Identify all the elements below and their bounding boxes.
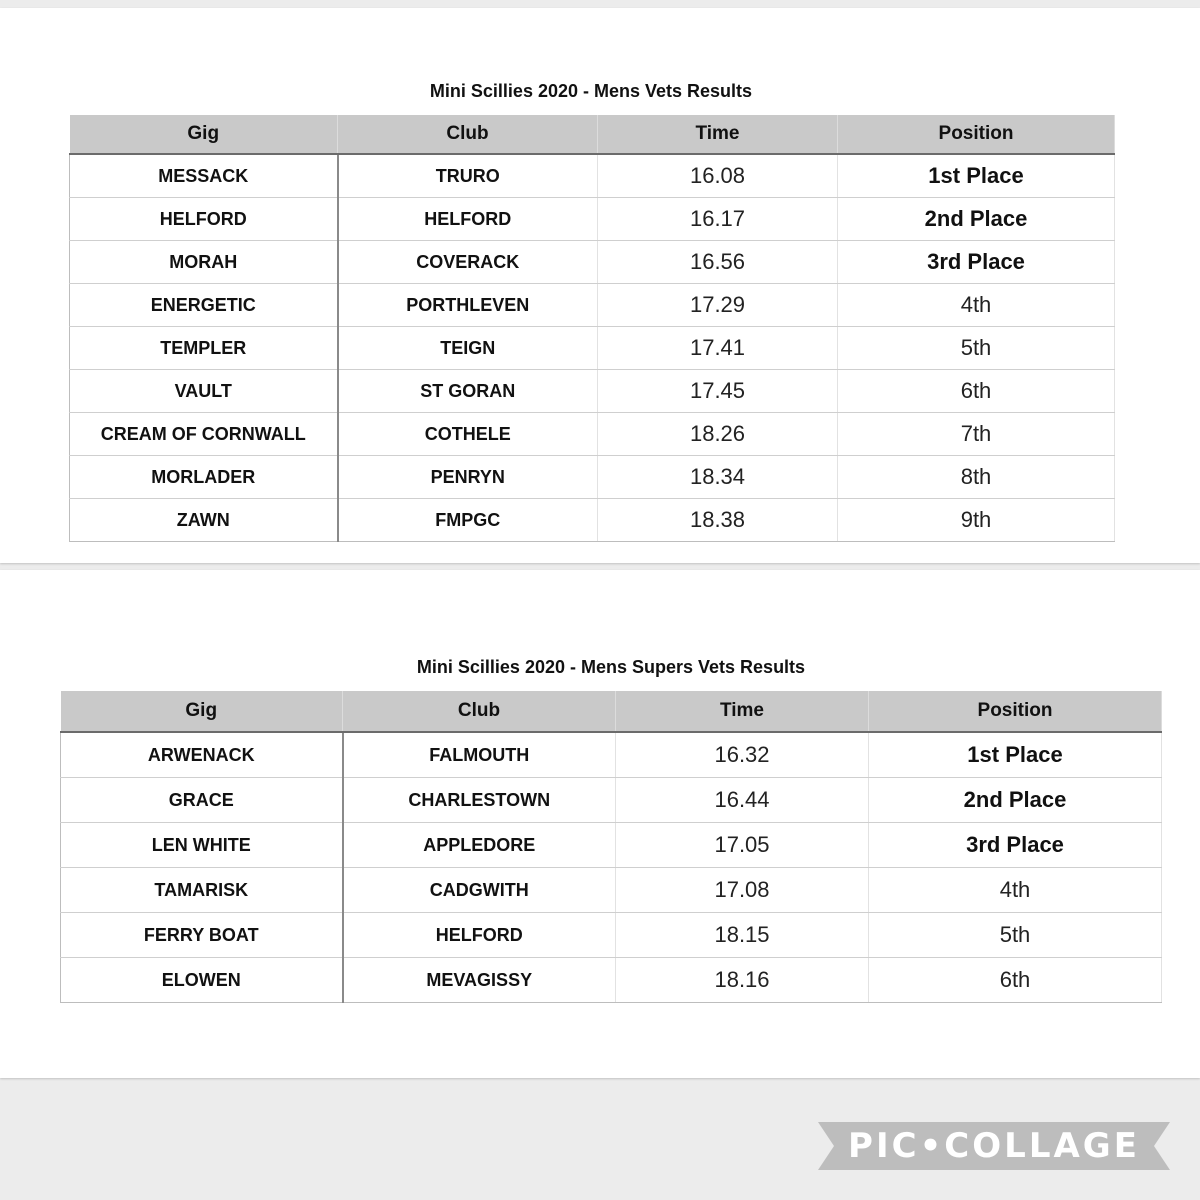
results-card-mens-supers-vets	[0, 570, 1200, 1078]
position-cell: 3rd Place	[838, 241, 1115, 284]
gig-cell: ZAWN	[70, 499, 338, 542]
table-row	[61, 823, 1162, 868]
time-cell: 18.34	[598, 456, 838, 499]
table-row	[70, 499, 1115, 542]
table-row	[61, 913, 1162, 958]
time-cell: 18.26	[598, 413, 838, 456]
club-cell: TRURO	[338, 154, 598, 198]
position-cell: 6th	[838, 370, 1115, 413]
gig-cell: CREAM OF CORNWALL	[70, 413, 338, 456]
position-cell: 1st Place	[838, 154, 1115, 198]
table-row	[70, 154, 1115, 198]
club-cell: ST GORAN	[338, 370, 598, 413]
gig-cell: MORAH	[70, 241, 338, 284]
watermark-text: PIC•COLLAGE	[848, 1126, 1140, 1166]
time-cell: 16.08	[598, 154, 838, 198]
club-cell: APPLEDORE	[343, 823, 616, 868]
table-row	[70, 327, 1115, 370]
results-card-mens-vets	[0, 8, 1200, 563]
time-cell: 18.16	[616, 958, 869, 1003]
results-table-mens-vets	[69, 115, 1115, 542]
gig-cell: LEN WHITE	[61, 823, 343, 868]
gig-cell: ELOWEN	[61, 958, 343, 1003]
table-row	[70, 413, 1115, 456]
gig-cell: MESSACK	[70, 154, 338, 198]
position-cell: 1st Place	[869, 732, 1162, 778]
time-cell: 18.38	[598, 499, 838, 542]
club-cell: MEVAGISSY	[343, 958, 616, 1003]
header-row	[70, 115, 1115, 154]
club-cell: CHARLESTOWN	[343, 778, 616, 823]
time-cell: 17.45	[598, 370, 838, 413]
time-cell: 18.15	[616, 913, 869, 958]
table-row	[61, 778, 1162, 823]
column-header-time: Time	[598, 115, 838, 154]
time-cell: 16.32	[616, 732, 869, 778]
position-cell: 2nd Place	[838, 198, 1115, 241]
club-cell: COTHELE	[338, 413, 598, 456]
position-cell: 5th	[838, 327, 1115, 370]
gig-cell: ENERGETIC	[70, 284, 338, 327]
column-header-time: Time	[616, 691, 869, 732]
table-title: Mini Scillies 2020 - Mens Vets Results	[429, 81, 753, 101]
position-cell: 6th	[869, 958, 1162, 1003]
club-cell: TEIGN	[338, 327, 598, 370]
gig-cell: ARWENACK	[61, 732, 343, 778]
time-cell: 17.29	[598, 284, 838, 327]
table-row	[70, 198, 1115, 241]
position-cell: 4th	[838, 284, 1115, 327]
table-row	[70, 284, 1115, 327]
gig-cell: TAMARISK	[61, 868, 343, 913]
column-header-gig: Gig	[70, 115, 338, 154]
column-header-club: Club	[338, 115, 598, 154]
position-cell: 7th	[838, 413, 1115, 456]
column-header-gig: Gig	[61, 691, 343, 732]
column-header-position: Position	[869, 691, 1162, 732]
club-cell: COVERACK	[338, 241, 598, 284]
time-cell: 16.56	[598, 241, 838, 284]
header-row	[61, 691, 1162, 732]
time-cell: 17.41	[598, 327, 838, 370]
gig-cell: FERRY BOAT	[61, 913, 343, 958]
club-cell: FALMOUTH	[343, 732, 616, 778]
position-cell: 8th	[838, 456, 1115, 499]
club-cell: CADGWITH	[343, 868, 616, 913]
time-cell: 16.44	[616, 778, 869, 823]
table-row	[61, 868, 1162, 913]
position-cell: 4th	[869, 868, 1162, 913]
club-cell: PORTHLEVEN	[338, 284, 598, 327]
time-cell: 17.08	[616, 868, 869, 913]
club-cell: HELFORD	[338, 198, 598, 241]
gig-cell: MORLADER	[70, 456, 338, 499]
gig-cell: VAULT	[70, 370, 338, 413]
pic-collage-watermark	[818, 1122, 1170, 1170]
time-cell: 17.05	[616, 823, 869, 868]
table-row	[70, 456, 1115, 499]
club-cell: PENRYN	[338, 456, 598, 499]
club-cell: HELFORD	[343, 913, 616, 958]
gig-cell: HELFORD	[70, 198, 338, 241]
position-cell: 5th	[869, 913, 1162, 958]
column-header-club: Club	[343, 691, 616, 732]
column-header-position: Position	[838, 115, 1115, 154]
time-cell: 16.17	[598, 198, 838, 241]
club-cell: FMPGC	[338, 499, 598, 542]
table-row	[70, 370, 1115, 413]
results-table-mens-supers-vets	[60, 691, 1162, 1003]
position-cell: 3rd Place	[869, 823, 1162, 868]
gig-cell: GRACE	[61, 778, 343, 823]
table-title: Mini Scillies 2020 - Mens Supers Vets Results	[416, 657, 806, 677]
table-row	[61, 958, 1162, 1003]
position-cell: 2nd Place	[869, 778, 1162, 823]
position-cell: 9th	[838, 499, 1115, 542]
table-row	[70, 241, 1115, 284]
gig-cell: TEMPLER	[70, 327, 338, 370]
table-row	[61, 732, 1162, 778]
